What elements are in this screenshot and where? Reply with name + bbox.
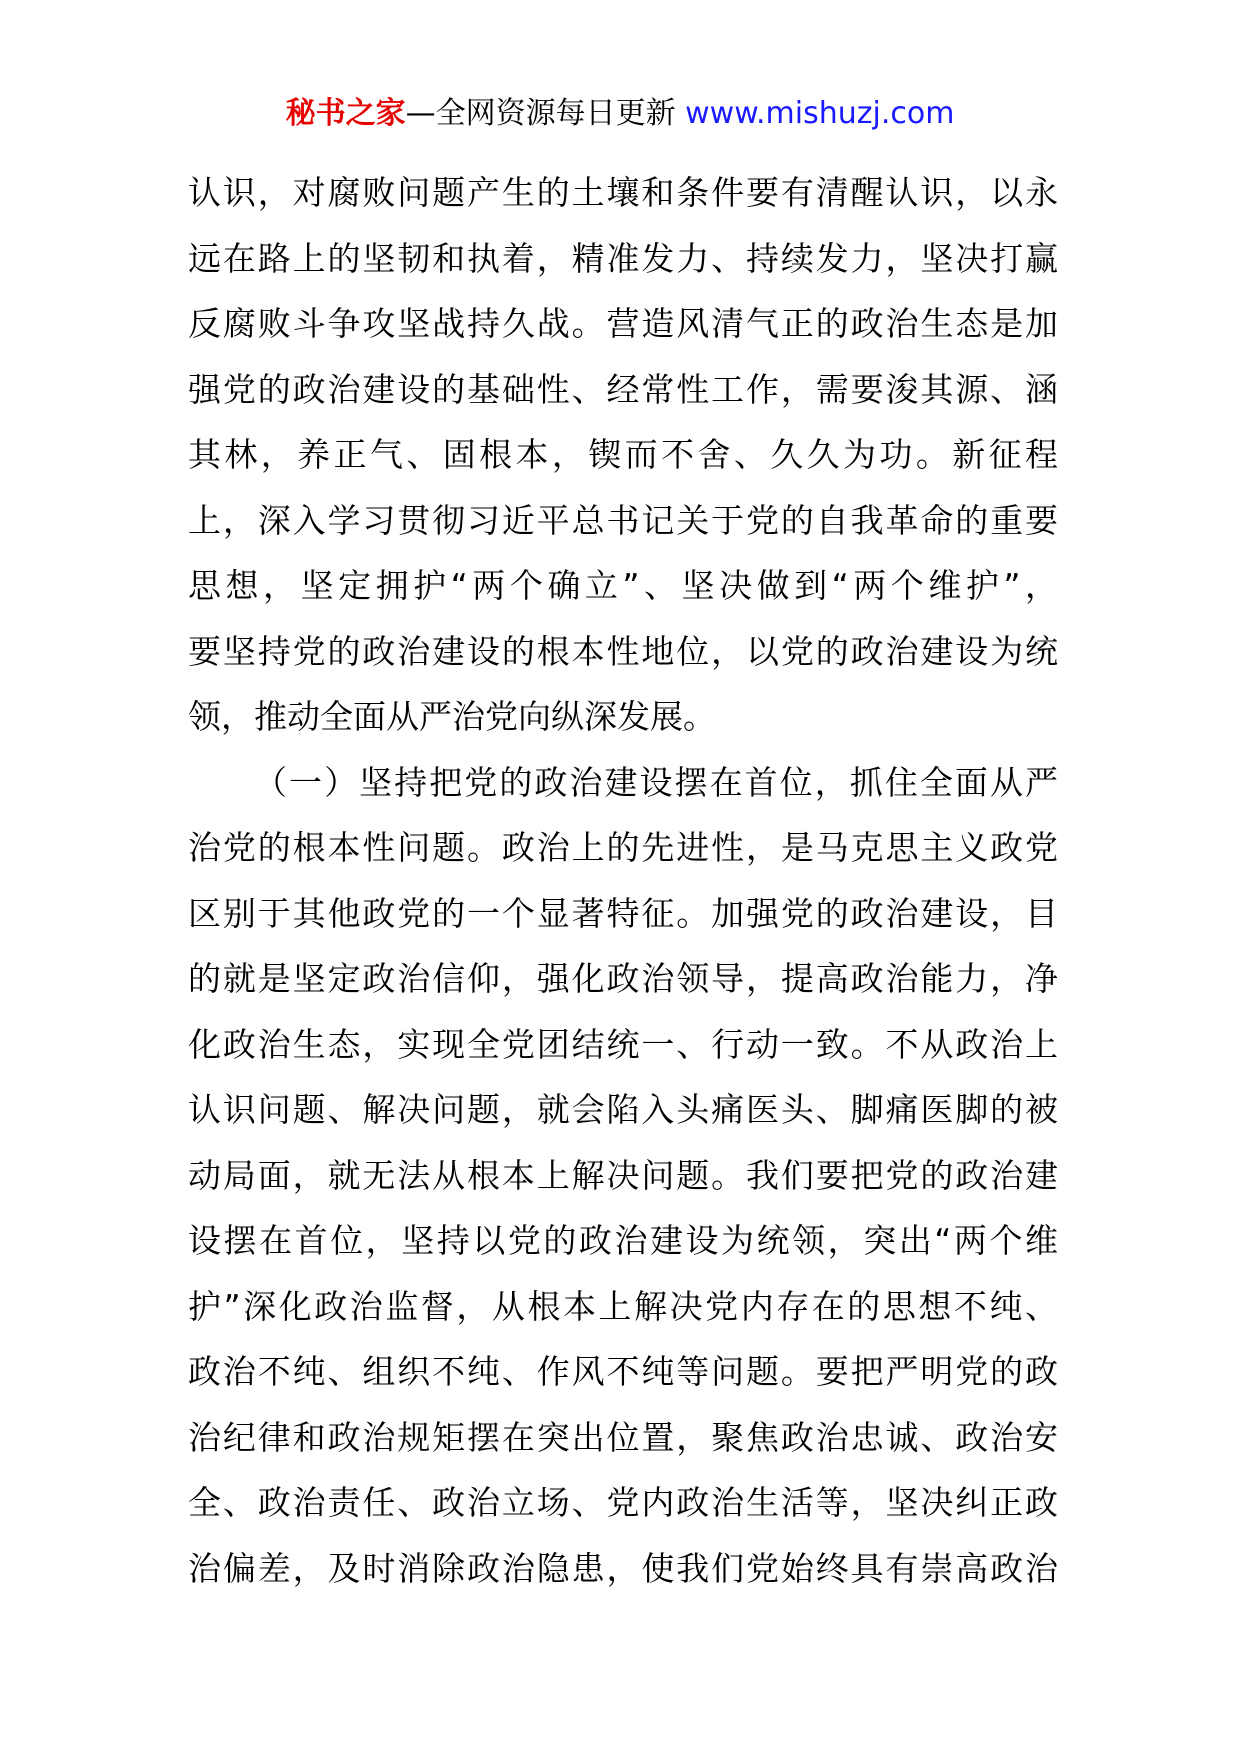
paragraph-end-line: 领，推动全面从严治党向纵深发展。 — [188, 697, 716, 736]
text-line: 上，深入学习贯彻习近平总书记关于党的自我革命的重要 — [188, 500, 1058, 540]
text-line: 设摆在首位，坚持以党的政治建设为统领，突出“两个维 — [188, 1221, 1058, 1260]
text-line: 治党的根本性问题。政治上的先进性，是马克思主义政党 — [188, 828, 1058, 867]
site-brand: 秘书之家 — [285, 96, 406, 131]
text-line: 认识问题、解决问题，就会陷入头痛医头、脚痛医脚的被 — [188, 1090, 1058, 1129]
text-line: 化政治生态，实现全党团结统一、行动一致。不从政治上 — [188, 1024, 1058, 1064]
text-line: 思想，坚定拥护“两个确立”、坚决做到“两个维护”， — [188, 566, 1058, 605]
text-line: 的就是坚定政治信仰，强化政治领导，提高政治能力，净 — [188, 959, 1058, 998]
text-line: 认识，对腐败问题产生的土壤和条件要有清醒认识，以永 — [188, 173, 1058, 212]
text-line: 远在路上的坚韧和执着，精准发力、持续发力，坚决打赢 — [188, 238, 1058, 278]
text-line: 要坚持党的政治建设的根本性地位，以党的政治建设为统 — [188, 631, 1058, 671]
text-line: 反腐败斗争攻坚战持久战。营造风清气正的政治生态是加 — [188, 304, 1058, 343]
text-line: 其林，养正气、固根本，锲而不舍、久久为功。新征程 — [188, 435, 1058, 474]
text-line: 区别于其他政党的一个显著特征。加强党的政治建设，目 — [188, 893, 1058, 933]
section-heading-line: （一）坚持把党的政治建设摆在首位，抓住全面从严 — [254, 762, 1058, 802]
text-line: 全、政治责任、政治立场、党内政治生活等，坚决纠正政 — [188, 1483, 1058, 1522]
text-line: 动局面，就无法从根本上解决问题。我们要把党的政治建 — [188, 1155, 1058, 1195]
document-body — [188, 160, 1058, 1601]
text-line: 政治不纯、组织不纯、作风不纯等问题。要把严明党的政 — [188, 1352, 1058, 1391]
text-line: 强党的政治建设的基础性、经常性工作，需要浚其源、涵 — [188, 369, 1058, 409]
text-line: 治纪律和政治规矩摆在突出位置，聚焦政治忠诚、政治安 — [188, 1417, 1058, 1457]
site-url-link[interactable]: www.mishuzj.com — [685, 96, 955, 131]
text-line: 护”深化政治监督，从根本上解决党内存在的思想不纯、 — [188, 1286, 1058, 1326]
page-header — [0, 94, 1240, 134]
text-line: 治偏差，及时消除政治隐患，使我们党始终具有崇高政治 — [188, 1548, 1058, 1588]
site-tagline: —全网资源每日更新 — [405, 96, 686, 131]
